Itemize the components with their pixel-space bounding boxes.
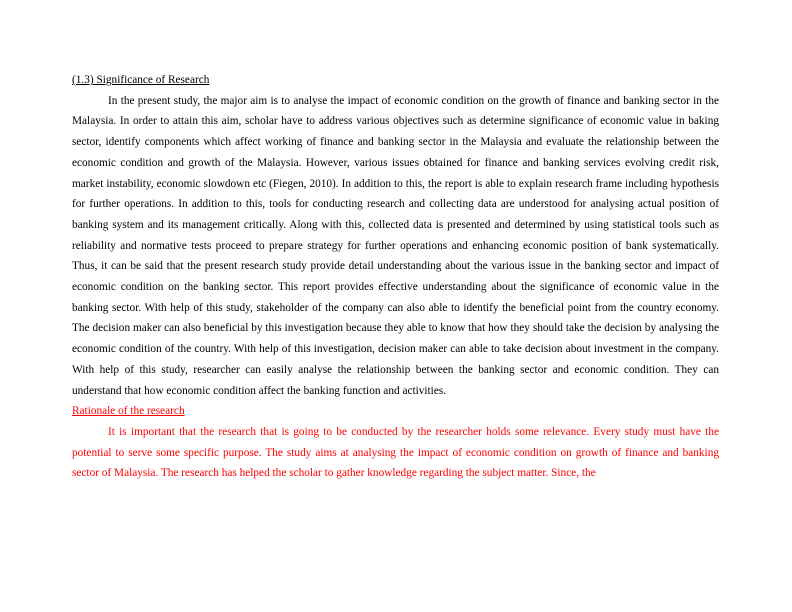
- significance-heading: (1.3) Significance of Research: [72, 74, 210, 86]
- rationale-paragraph: It is important that the research that is going to be conducted by the researcher holds some relevance. Every study must have the potential to serve some specific purpose. The study aims at analysing the impact of economic condition on growth of finance and banking sector of Malaysia. The research has helped the scholar to gather knowledge regarding the subject matter. Since, the: [72, 425, 719, 480]
- significance-paragraph: In the present study, the major aim is to analyse the impact of economic condition on the growth of finance and banking sector in the Malaysia. In order to attain this aim, scholar have to address various objectives such as determine significance of economic value in baking sector, identify components which affect working of finance and banking sector in the Malaysia and evaluate the relationship between the economic condition and growth of the Malaysia. However, various issues obtained for finance and banking services evolving credit risk, market instability, economic slowdown etc (Fiegen, 2010). In addition to this, the report is able to explain research frame including hypothesis for further operations. In addition to this, tools for conducting research and collecting data are understood for analysing actual position of banking system and its management critically. Along with this, collected data is presented and determined by using statistical tools such as reliability and normative tests proceed to prepare strategy for further operations and enhancing economic position of bank systematically. Thus, it can be said that the present research study provide detail understanding about the various issue in the banking sector and impact of economic condition on the banking sector. This report provides effective understanding about the significance of economic value in the banking sector. With help of this study, stakeholder of the company can also able to identify the beneficial point from the country economy. The decision maker can also beneficial by this investigation because they able to know that how they should take the decision by analysing the economic condition of the country. With help of this investigation, decision maker can able to take decision about investment in the company. With help of this study, researcher can easily analyse the relationship between the banking sector and economic condition. They can understand that how economic condition affect the banking function and activities.: [72, 94, 719, 397]
- rationale-heading: Rationale of the research: [72, 405, 185, 418]
- document-page: [72, 70, 719, 484]
